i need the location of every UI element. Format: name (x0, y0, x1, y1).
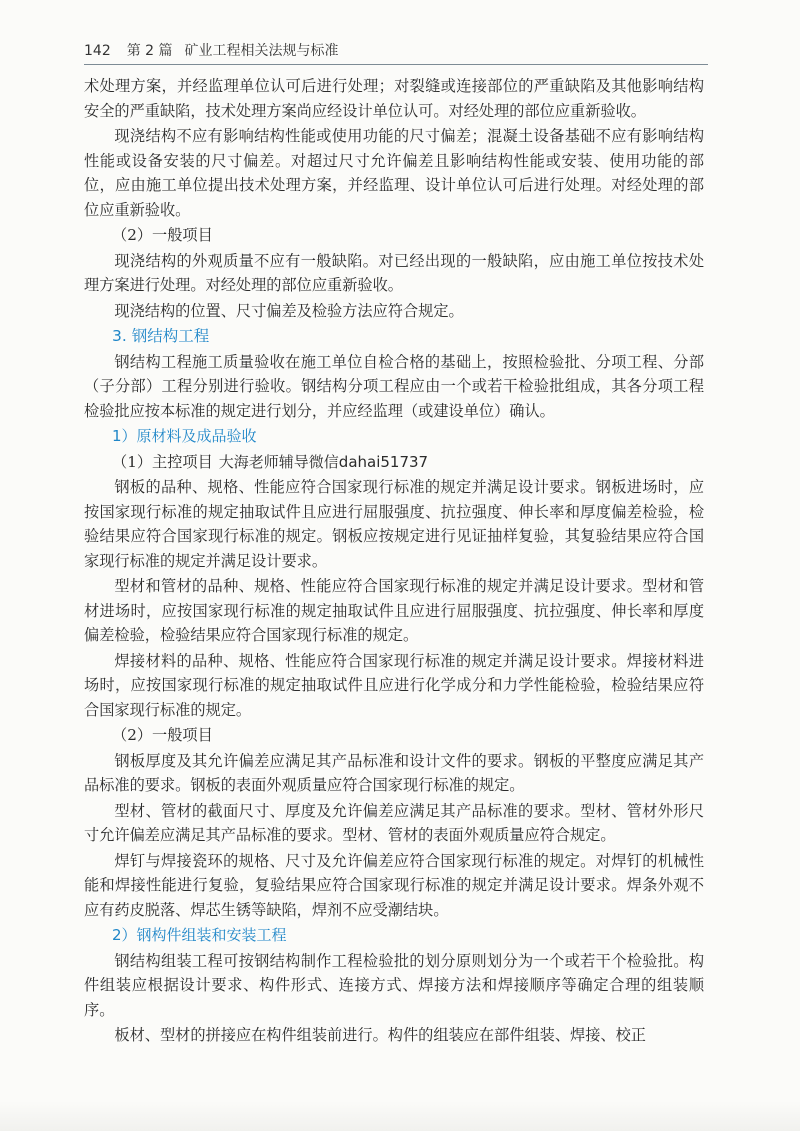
body-paragraph: 钢结构组装工程可按钢结构制作工程检验批的划分原则划分为一个或若干个检验批。构件组装应根据设计要求、构件形式、连接方式、焊接方法和焊接顺序等确定合理的组装顺序。 (84, 951, 704, 1019)
page-body (84, 74, 704, 1049)
page-bottom-shade (0, 1101, 800, 1131)
subsection-heading-text: （1）主控项目 (112, 452, 213, 471)
part-label: 第 2 篇 (126, 43, 173, 59)
subsection-heading: （2）一般项目 (112, 726, 213, 744)
body-paragraph: 术处理方案，并经监理单位认可后进行处理；对裂缝或连接部位的严重缺陷及其他影响结构安全的严重缺陷，技术处理方案尚应经设计单位认可。对经处理的部位应重新验收。 (84, 77, 704, 120)
body-paragraph: 焊接材料的品种、规格、性能应符合国家现行标准的规定并满足设计要求。焊接材料进场时，应按国家现行标准的规定抽取试件且应进行化学成分和力学性能检验，检验结果应符合国家现行标准的规定。 (84, 651, 704, 719)
body-paragraph: 型材和管材的品种、规格、性能应符合国家现行标准的规定并满足设计要求。型材和管材进场时，应按国家现行标准的规定抽取试件且应进行屈服强度、抗拉强度、伸长率和厚度偏差检验，检验结果应符合国家现行标准的规定。 (84, 577, 704, 644)
body-paragraph: 焊钉与焊接瓷环的规格、尺寸及允许偏差应符合国家现行标准的规定。对焊钉的机械性能和焊接性能进行复验，复验结果应符合国家现行标准的规定并满足设计要求。焊条外观不应有药皮脱落、焊芯生锈等缺陷，焊剂不应受潮结块。 (84, 851, 704, 919)
part-title: 矿业工程相关法规与标准 (184, 43, 339, 59)
body-paragraph: 现浇结构的位置、尺寸偏差及检验方法应符合规定。 (114, 301, 464, 320)
body-paragraph: 型材、管材的截面尺寸、厚度及允许偏差应满足其产品标准的要求。型材、管材外形尺寸允许偏差应满足其产品标准的要求。型材、管材的表面外观质量应符合规定。 (84, 801, 704, 844)
section-heading: 1）原材料及成品验收 (112, 427, 257, 445)
subsection-heading: （2）一般项目 (112, 226, 213, 244)
body-paragraph: 现浇结构不应有影响结构性能或使用功能的尺寸偏差；混凝土设备基础不应有影响结构性能或设备安装的尺寸偏差。对超过尺寸允许偏差且影响结构性能或安装、使用功能的部位，应由施工单位提出技术处理方案，并经监理、设计单位认可后进行处理。对经处理的部位应重新验收。 (84, 127, 704, 219)
section-heading: 2）钢构件组装和安装工程 (112, 926, 287, 944)
watermark-text: 大海老师辅导微信dahai51737 (218, 452, 429, 471)
section-heading: 3. 钢结构工程 (112, 327, 210, 345)
body-paragraph: 板材、型材的拼接应在构件组装前进行。构件的组装应在部件组装、焊接、校正 (114, 1026, 646, 1044)
running-header (84, 40, 704, 60)
body-paragraph: 现浇结构的外观质量不应有一般缺陷。对已经出现的一般缺陷，应由施工单位按技术处理方案进行处理。对经处理的部位应重新验收。 (84, 251, 704, 294)
subsection-heading (112, 450, 704, 475)
body-paragraph: 钢板厚度及其允许偏差应满足其产品标准和设计文件的要求。钢板的平整度应满足其产品标准的要求。钢板的表面外观质量应符合国家现行标准的规定。 (84, 751, 704, 794)
body-paragraph: 钢结构工程施工质量验收在施工单位自检合格的基础上，按照检验批、分项工程、分部（子分部）工程分别进行验收。钢结构分项工程应由一个或若干检验批组成，其各分项工程检验批应按本标准的规定进行划分，并应经监理（或建设单位）确认。 (84, 352, 704, 420)
page-number: 142 (84, 43, 111, 59)
body-paragraph: 钢板的品种、规格、性能应符合国家现行标准的规定并满足设计要求。钢板进场时，应按国家现行标准的规定抽取试件且应进行屈服强度、抗拉强度、伸长率和厚度偏差检验，检验结果应符合国家现行标准的规定。钢板应按规定进行见证抽样复验，其复验结果应符合国家现行标准的规定并满足设计要求。 (84, 478, 704, 570)
header-rule (84, 64, 708, 65)
